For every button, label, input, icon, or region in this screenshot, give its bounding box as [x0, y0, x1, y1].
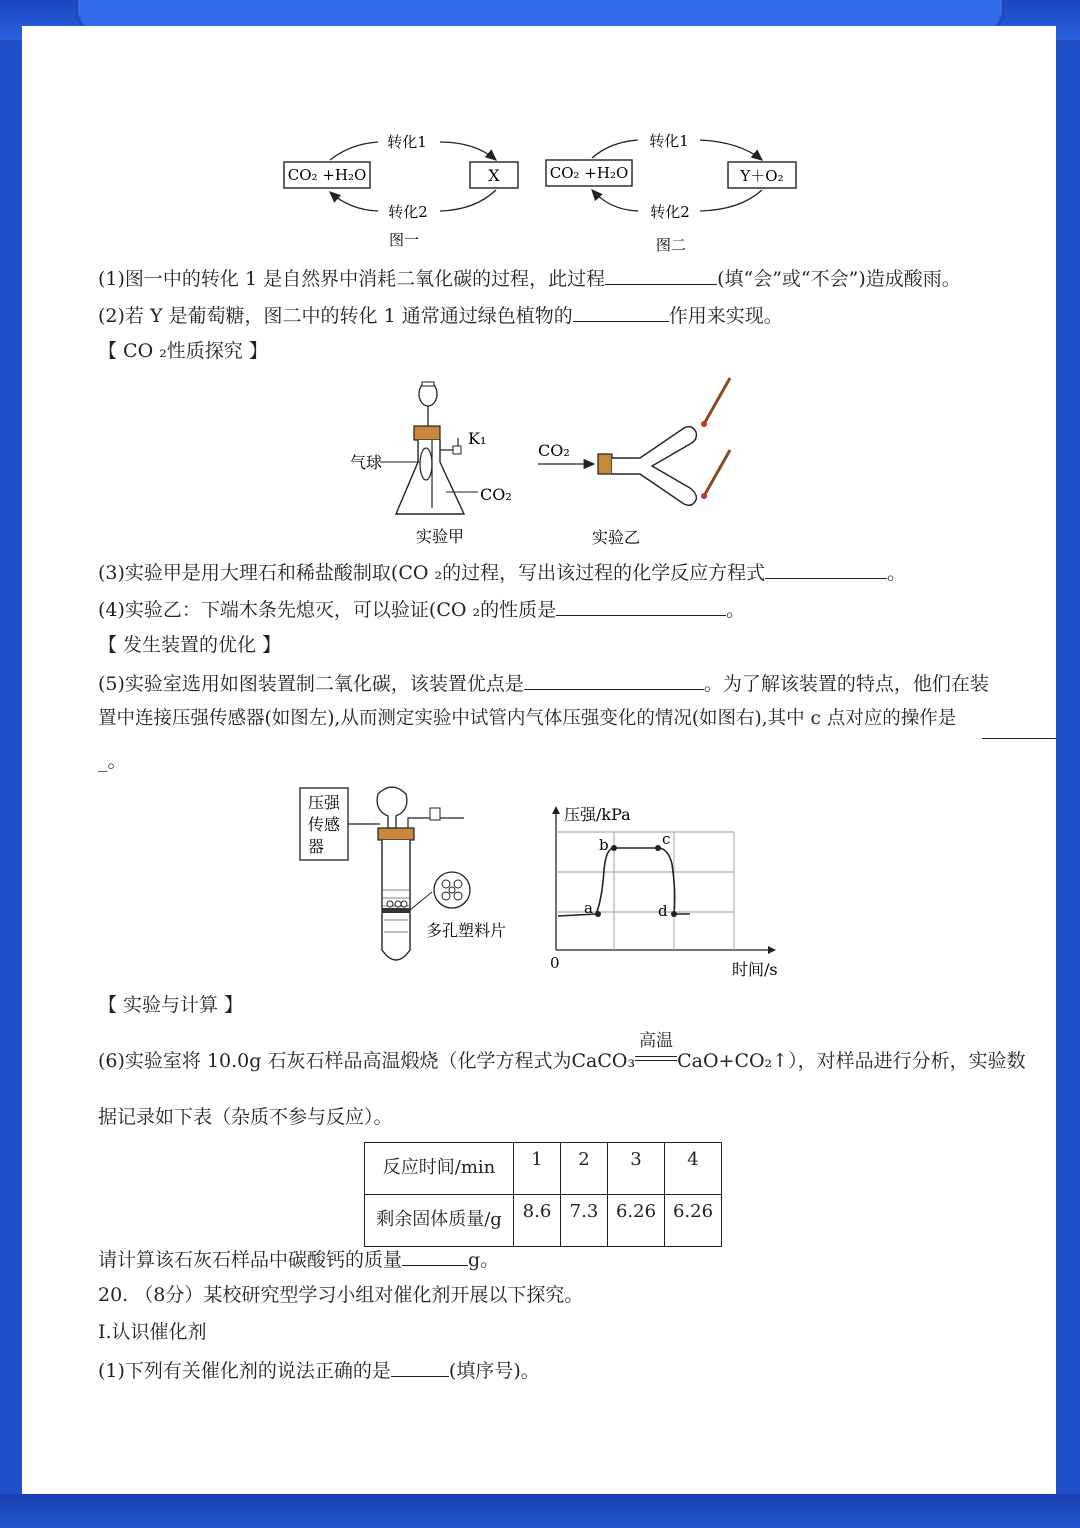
- point-d-label: d: [658, 902, 668, 920]
- graph-xlabel: 时间/s: [732, 960, 778, 979]
- question-6-line2: 据记录如下表（杂质不参与反应）。: [98, 1106, 393, 1128]
- q20-1-answer-blank[interactable]: [391, 1356, 449, 1377]
- figure-1: [284, 133, 518, 249]
- experiment-a-caption: 实验甲: [416, 527, 465, 546]
- q5-text-before: (5)实验室选用如图装置制二氧化碳，该装置优点是: [98, 673, 524, 695]
- q2-answer-blank[interactable]: [573, 301, 669, 322]
- fig2-left-box-text: CO₂ +H₂O: [549, 164, 629, 182]
- experiment-b-caption: 实验乙: [592, 528, 641, 547]
- point-a-label: a: [584, 899, 593, 917]
- fig2-top-arrow-right: [700, 140, 762, 160]
- figure-2: [546, 132, 796, 254]
- q5-answer-blank-2[interactable]: [982, 738, 1056, 739]
- q20-1-text-before: (1)下列有关催化剂的说法正确的是: [98, 1360, 391, 1382]
- fig2-caption: 图二: [655, 236, 687, 254]
- fig2-bottom-label: 转化2: [650, 203, 690, 221]
- q3-text-before: (3)实验甲是用大理石和稀盐酸制取(CO ₂的过程，写出该过程的化学反应方程式: [98, 562, 766, 584]
- q20-1-text-after: (填序号)。: [448, 1360, 540, 1382]
- q3-text-after: 。: [887, 562, 907, 584]
- experiment-a-flask: [380, 382, 478, 514]
- k1-label: K₁: [468, 429, 487, 448]
- point-c-label: c: [662, 830, 671, 848]
- porous-plate-label: 多孔塑料片: [426, 921, 507, 940]
- q6-text-before: (6)实验室将 10.0g 石灰石样品高温煅烧（化学方程式为: [98, 1050, 572, 1072]
- q6-ask-text-after: g。: [468, 1249, 500, 1271]
- q6-products: CaO+CO₂↑: [677, 1050, 789, 1072]
- table-cell-mass-4: 6.26: [665, 1195, 722, 1247]
- fig1-top-label: 转化1: [387, 133, 427, 151]
- q4-text-after: 。: [726, 599, 746, 621]
- pressure-experiment-figure: [296, 780, 796, 980]
- question-5-line3: _。: [98, 750, 127, 772]
- question-20-title: 20. （8分）某校研究型学习小组对催化剂开展以下探究。: [98, 1284, 584, 1306]
- fig1-left-box-text: CO₂ +H₂O: [287, 166, 367, 184]
- fig2-top-label: 转化1: [649, 132, 689, 150]
- question-6-line1: [98, 1031, 1026, 1074]
- fig2-right-box-text: Y＋O₂: [740, 167, 784, 185]
- calcination-data-table: [364, 1142, 722, 1247]
- q5-text-line2: 置中连接压强传感器(如图左),从而测定实验中试管内气体压强变化的情况(如图右),其中 c 点对应的操作是: [98, 708, 957, 729]
- co2-apparatus-figure: [340, 372, 760, 552]
- q6-reaction-condition: [635, 1031, 677, 1074]
- q4-text-before: (4)实验乙：下端木条先熄灭，可以验证(CO ₂的性质是: [98, 599, 557, 621]
- q3-answer-blank[interactable]: [765, 558, 887, 579]
- table-header-mass: 剩余固体质量/g: [365, 1195, 514, 1247]
- table-header-time: 反应时间/min: [365, 1143, 514, 1195]
- fig1-top-arrow-right: [440, 142, 496, 160]
- question-4: [98, 595, 745, 623]
- q1-text-before: (1)图一中的转化 1 是自然界中消耗二氧化碳的过程，此过程: [98, 268, 606, 290]
- section-apparatus-optimization: 【 发生装置的优化 】: [98, 634, 282, 656]
- fig1-bottom-arrow-right: [440, 190, 496, 211]
- fig2-bottom-arrow-left: [592, 190, 638, 211]
- conversion-cycle-figures: [270, 120, 810, 260]
- question-1: [98, 264, 961, 292]
- sensor-label-1: 压强: [307, 793, 341, 812]
- q5-answer-blank-1[interactable]: [524, 669, 704, 690]
- bottom-frame-bar: [0, 1494, 1080, 1528]
- q1-answer-blank[interactable]: [605, 264, 717, 285]
- question-3: [98, 558, 906, 586]
- q5-text-after: 。为了解该装置的特点，他们在装: [703, 673, 989, 695]
- table-cell-mass-2: 7.3: [561, 1195, 608, 1247]
- q2-text-before: (2)若 Y 是葡萄糖，图二中的转化 1 通常通过绿色植物的: [98, 305, 573, 327]
- table-cell-mass-3: 6.26: [608, 1195, 665, 1247]
- q2-text-after: 作用来实现。: [668, 305, 783, 327]
- section-experiment-calculation: 【 实验与计算 】: [98, 994, 244, 1016]
- sensor-label-3: 器: [307, 837, 325, 856]
- q6-text-after: ），对样品进行分析，实验数: [788, 1050, 1026, 1072]
- table-cell-time-4: 4: [665, 1143, 722, 1195]
- table-cell-time-2: 2: [561, 1143, 608, 1195]
- question-20-1: [98, 1356, 540, 1384]
- question-6-ask: [98, 1245, 499, 1273]
- fig1-top-arrow-left: [330, 142, 378, 160]
- q6-condition-text: 高温: [639, 1031, 674, 1051]
- fig2-bottom-arrow-right: [700, 190, 762, 211]
- q6-reactant: CaCO₃: [571, 1050, 636, 1072]
- table-row-mass: [365, 1195, 722, 1247]
- point-b-label: b: [599, 836, 609, 854]
- part-1-title: Ⅰ.认识催化剂: [98, 1321, 207, 1343]
- q4-answer-blank[interactable]: [556, 595, 726, 616]
- graph-ylabel: 压强/kPa: [564, 805, 631, 824]
- balloon-label: 气球: [350, 453, 383, 472]
- table-row-time: [365, 1143, 722, 1195]
- table-cell-time-3: 3: [608, 1143, 665, 1195]
- fig1-bottom-arrow-left: [330, 192, 378, 211]
- q1-text-after: (填“会”或“不会”)造成酸雨。: [717, 268, 961, 290]
- table-cell-mass-1: 8.6: [514, 1195, 561, 1247]
- question-2: [98, 301, 783, 329]
- section-co2-properties: 【 CO ₂性质探究 】: [98, 340, 268, 362]
- graph-origin: 0: [550, 954, 560, 972]
- fig2-top-arrow-left: [592, 140, 638, 158]
- table-cell-time-1: 1: [514, 1143, 561, 1195]
- fig1-right-box-text: X: [488, 166, 500, 185]
- fig1-caption: 图一: [388, 231, 420, 249]
- q6-answer-blank[interactable]: [402, 1245, 468, 1266]
- question-5-line2: [98, 706, 956, 732]
- fig1-bottom-label: 转化2: [388, 203, 428, 221]
- pressure-graph: [552, 806, 776, 954]
- co2-inlet-label: CO₂: [538, 441, 570, 460]
- question-5-line1: [98, 669, 989, 697]
- sensor-label-2: 传感: [307, 815, 341, 834]
- q6-ask-text-before: 请计算该石灰石样品中碳酸钙的质量: [98, 1249, 403, 1271]
- co2-outlet-label: CO₂: [480, 485, 512, 504]
